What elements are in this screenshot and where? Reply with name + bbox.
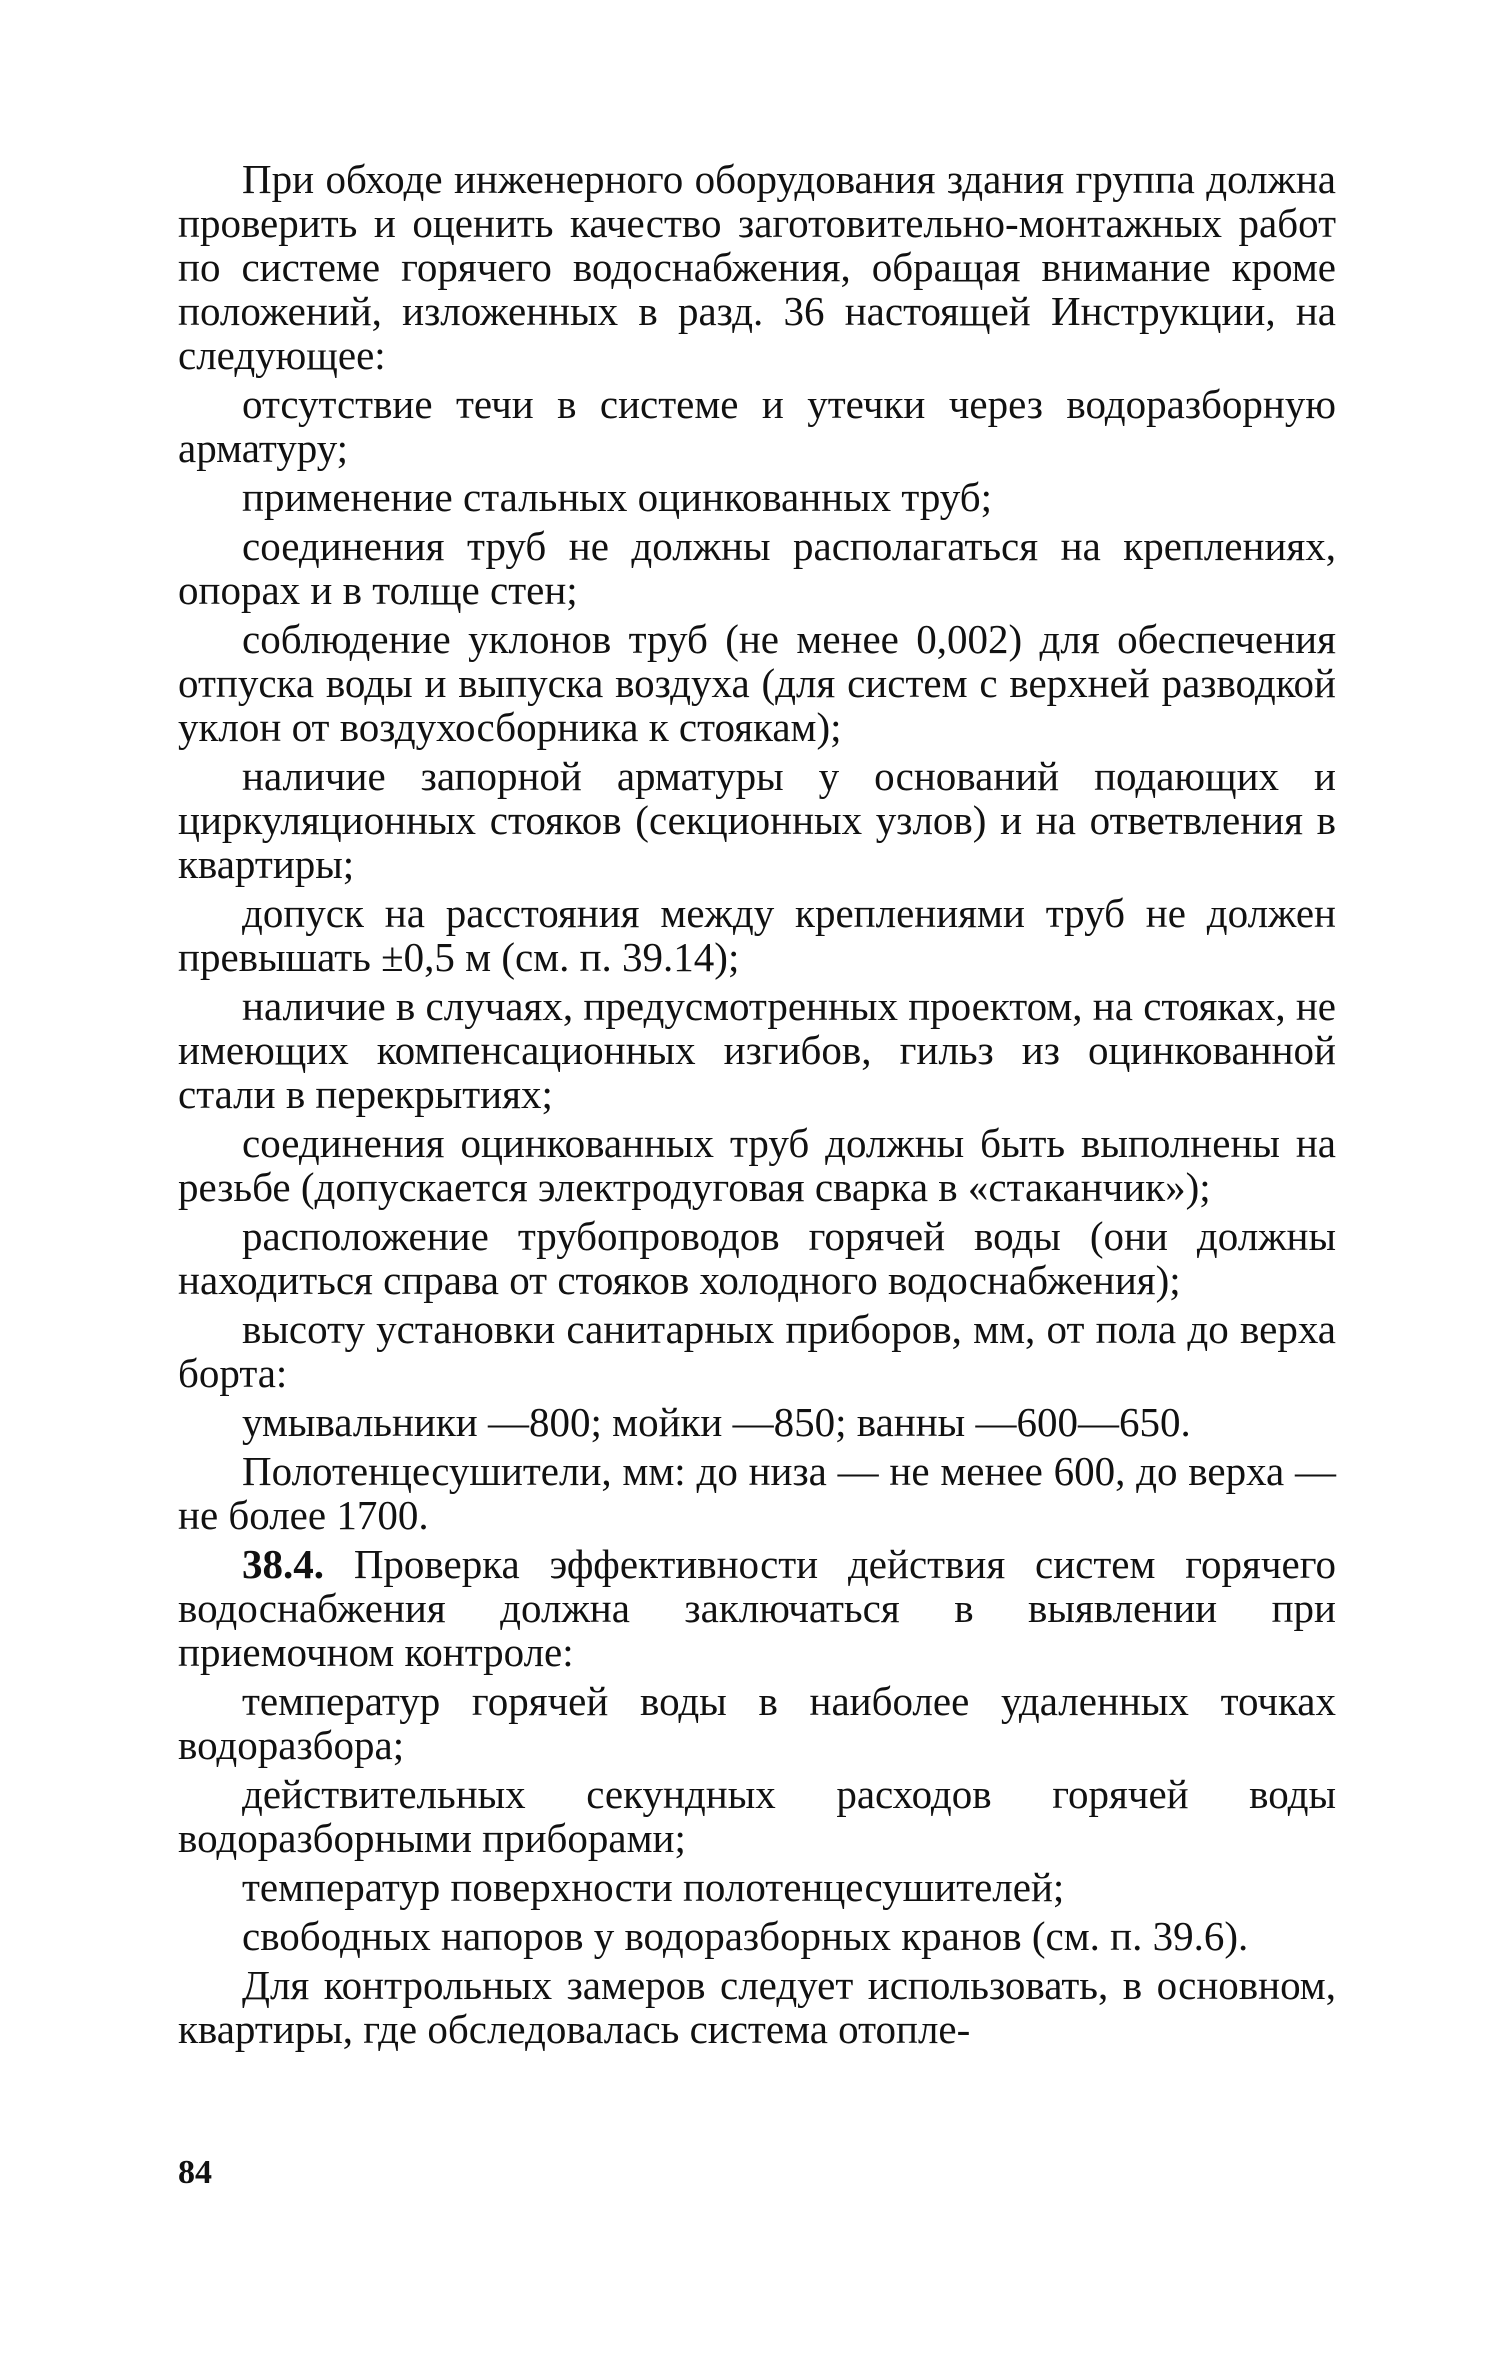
- list-item: температур поверхности полотенцесушителей;: [242, 1864, 1065, 1910]
- list-item: соблюдение уклонов труб (не менее 0,002) для обеспечения отпуска воды и выпуска воздуха (для систем с верхней разводкой уклон от воздухосборника к стоякам);: [178, 616, 1336, 750]
- list-item: соединения труб не должны располагаться на креплениях, опорах и в толще стен;: [178, 523, 1336, 613]
- list-item: соединения оцинкованных труб должны быть выполнены на резьбе (допускается электродуговая сварка в «стаканчик»);: [178, 1120, 1336, 1210]
- page-number: 84: [178, 2154, 212, 2191]
- list-item: умывальники —800; мойки —850; ванны —600—650.: [242, 1399, 1191, 1445]
- list-item: наличие в случаях, предусмотренных проектом, на стояках, не имеющих компенсационных изгибов, гильз из оцинкованной стали в перекрытиях;: [178, 983, 1336, 1117]
- list-item: отсутствие течи в системе и утечки через водоразборную арматуру;: [178, 381, 1336, 471]
- list-item: применение стальных оцинкованных труб;: [242, 474, 993, 520]
- section-text: Проверка эффективности действия систем горячего водоснабжения должна заключаться в выявлении при приемочном контроле:: [178, 1541, 1337, 1675]
- list-item: расположение трубопроводов горячей воды (они должны находиться справа от стояков холодного водоснабжения);: [178, 1213, 1336, 1303]
- section-number: 38.4.: [242, 1541, 324, 1587]
- body-text: [178, 157, 1336, 2056]
- list-item: температур горячей воды в наиболее удаленных точках водоразбора;: [178, 1678, 1336, 1768]
- list-item: свободных напоров у водоразборных кранов (см. п. 39.6).: [242, 1913, 1249, 1959]
- list-item: действительных секундных расходов горячей воды водоразборными приборами;: [178, 1771, 1336, 1861]
- list-item: допуск на расстояния между креплениями труб не должен превышать ±0,5 м (см. п. 39.14);: [178, 890, 1336, 980]
- intro-paragraph: При обходе инженерного оборудования здания группа должна проверить и оценить качество заготовительно-монтажных работ по системе горячего водоснабжения, обращая внимание кроме положений, изложенных в разд. 36 настоящей Инструкции, на следующее:: [178, 156, 1336, 378]
- list-item: наличие запорной арматуры у оснований подающих и циркуляционных стояков (секционных узлов) и на ответвления в квартиры;: [178, 753, 1336, 887]
- list-item: высоту установки санитарных приборов, мм, от пола до верха борта:: [178, 1306, 1336, 1396]
- section-paragraph: [178, 1542, 1336, 1674]
- list-item: Полотенцесушители, мм: до низа — не менее 600, до верха — не более 1700.: [178, 1448, 1336, 1538]
- closing-paragraph: Для контрольных замеров следует использовать, в основном, квартиры, где обследовалась система отопле-: [178, 1962, 1336, 2052]
